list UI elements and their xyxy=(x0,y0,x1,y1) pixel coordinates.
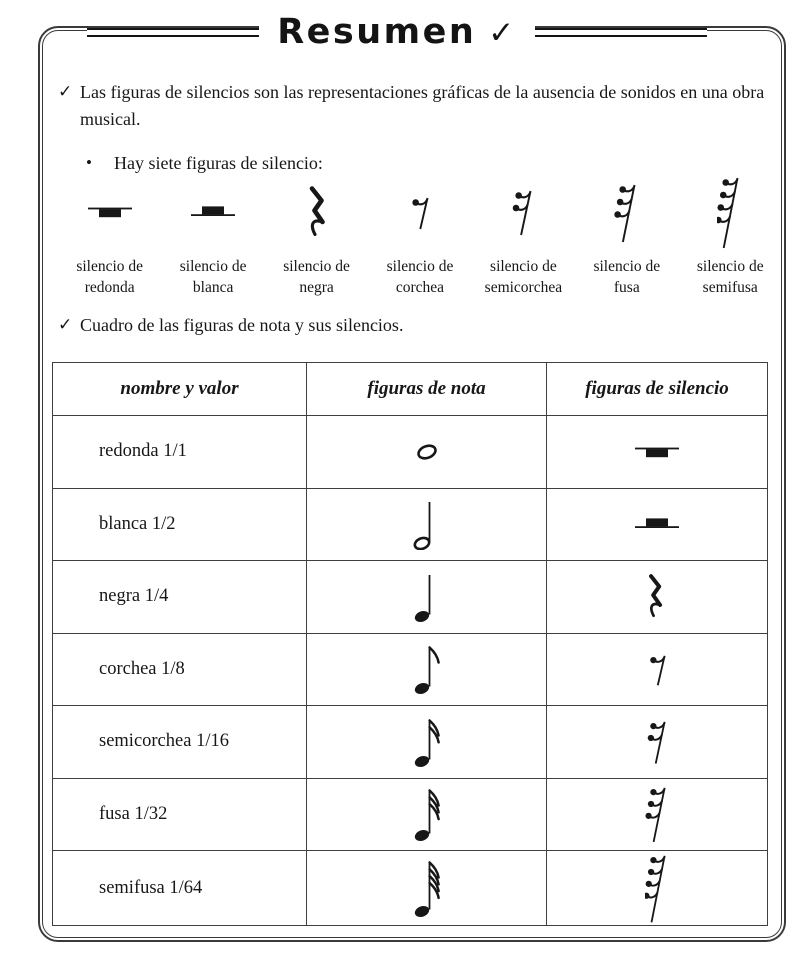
table-row xyxy=(53,778,768,851)
title-check-icon: ✓ xyxy=(488,14,517,51)
silence-item-negra xyxy=(265,172,368,298)
table-header-col-2: figuras de nota xyxy=(307,363,547,416)
silence-label: silencio de corchea xyxy=(386,258,454,296)
silence-label: silencio de semifusa xyxy=(696,258,764,296)
figure-name: corchea 1/8 xyxy=(53,633,307,706)
table-header-col-1: nombre y valor xyxy=(53,363,307,416)
figure-name: redonda 1/1 xyxy=(53,416,307,489)
quarter-rest-icon xyxy=(305,172,329,252)
silence-item-fusa xyxy=(575,172,678,298)
note-8-icon xyxy=(307,633,547,706)
figure-name: semicorchea 1/16 xyxy=(53,706,307,779)
silence-label: silencio de semicorchea xyxy=(484,258,563,296)
title-rule-right xyxy=(535,28,707,37)
rest-4-icon xyxy=(717,172,743,252)
page-title-text: Resumen xyxy=(277,11,477,52)
silence-strip xyxy=(58,172,782,298)
bullet-dot-icon: • xyxy=(86,153,92,172)
table-row xyxy=(53,488,768,561)
note-64-icon xyxy=(307,851,547,926)
table-row xyxy=(53,633,768,706)
title-rule-left xyxy=(87,28,259,37)
table-intro-text: Cuadro de las figuras de nota y sus silencios. xyxy=(80,315,404,335)
silence-label: silencio de blanca xyxy=(179,258,247,296)
note-half-icon xyxy=(307,488,547,561)
silence-item-redonda xyxy=(58,172,161,298)
rest-2-icon xyxy=(510,172,536,252)
title-bar xyxy=(0,6,794,58)
table-row xyxy=(53,706,768,779)
check-icon: ✓ xyxy=(58,82,73,102)
silence-label: silencio de redonda xyxy=(76,258,144,296)
silence-item-semifusa xyxy=(679,172,782,298)
table-row xyxy=(53,416,768,489)
silence-label: silencio de fusa xyxy=(593,258,661,296)
rest-2-icon xyxy=(547,706,768,779)
note-whole-icon xyxy=(307,416,547,489)
half-rest-icon xyxy=(547,488,768,561)
whole-rest-icon xyxy=(87,172,133,252)
rest-4-icon xyxy=(547,851,768,926)
note-quarter-icon xyxy=(307,561,547,634)
half-rest-icon xyxy=(190,172,236,252)
sub-bullet-text: Hay siete figuras de silencio: xyxy=(114,153,323,173)
figure-name: blanca 1/2 xyxy=(53,488,307,561)
rest-3-icon xyxy=(614,172,640,252)
figure-name: negra 1/4 xyxy=(53,561,307,634)
figure-name: fusa 1/32 xyxy=(53,778,307,851)
figure-name: semifusa 1/64 xyxy=(53,851,307,926)
table-row xyxy=(53,851,768,926)
note-32-icon xyxy=(307,778,547,851)
note-16-icon xyxy=(307,706,547,779)
bullet-intro xyxy=(58,79,780,133)
silence-item-blanca xyxy=(161,172,264,298)
rest-1-icon xyxy=(547,633,768,706)
quarter-rest-icon xyxy=(547,561,768,634)
rest-1-icon xyxy=(407,172,433,252)
table-header-row xyxy=(53,363,768,416)
whole-rest-icon xyxy=(547,416,768,489)
page-title xyxy=(259,6,535,59)
silence-label: silencio de negra xyxy=(283,258,350,296)
rest-3-icon xyxy=(547,778,768,851)
table-head xyxy=(53,363,768,416)
table-row xyxy=(53,561,768,634)
table-header-col-3: figuras de silencio xyxy=(547,363,768,416)
check-icon: ✓ xyxy=(58,315,73,335)
silence-item-semicorchea xyxy=(472,172,575,298)
silence-item-corchea xyxy=(368,172,471,298)
figures-table xyxy=(52,362,768,926)
table-body xyxy=(53,416,768,926)
intro-text: Las figuras de silencios son las representaciones gráficas de la ausencia de sonidos en una obra musical. xyxy=(80,82,765,129)
bullet-table-intro xyxy=(58,312,403,339)
